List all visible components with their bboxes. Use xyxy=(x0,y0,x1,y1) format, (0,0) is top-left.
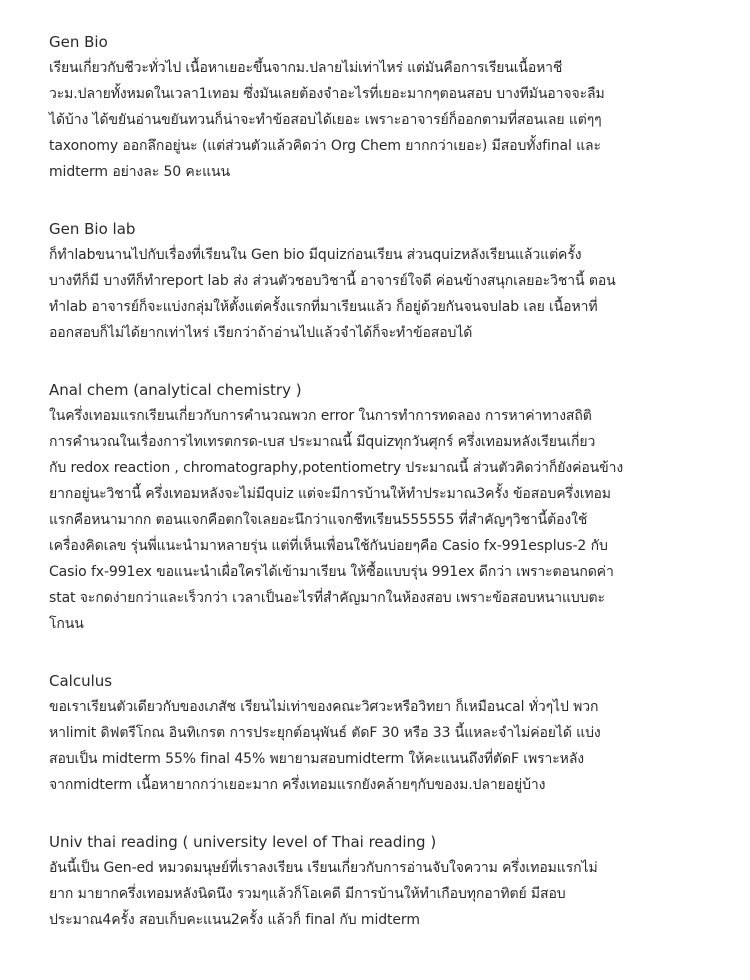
section-title: Gen Bio lab xyxy=(49,220,136,238)
paragraph-line: บางทีก็มี บางทีก็ทำreport lab ส่ง ส่วนตัวชอบวิชานี้ อาจารย์ใจดี ค่อนข้างสนุกเลยอะวิชานี้ ตอน xyxy=(49,273,616,289)
paragraph-line: จากmidterm เนื้อหายากกว่าเยอะมาก ครึ่งเทอมแรกยังคล้ายๆกับของม.ปลายอยู่บ้าง xyxy=(49,777,546,793)
paragraph-line: stat จะกดง่ายกว่าและเร็วกว่า เวลาเป็นอะไรที่สำคัญมากในห้องสอบ เพราะข้อสอบหนาแบบตะ xyxy=(49,590,605,606)
section-calculus xyxy=(49,668,710,798)
section-title: Univ thai reading ( university level of Thai reading ) xyxy=(49,833,437,851)
paragraph-line: ได้บ้าง ได้ขยันอ่านขยันทวนก็น่าจะทำข้อสอบได้เยอะ เพราะอาจารย์ก็ออกตามที่สอนเลย แต่ๆๆ xyxy=(49,112,602,128)
paragraph-line: ประมาณ4ครั้ง สอบเก็บคะแนน2ครั้ง แล้วก็ final กับ midterm xyxy=(49,912,420,928)
section-title: Anal chem (analytical chemistry ) xyxy=(49,381,302,399)
paragraph-line: หาlimit ดิฟตรีโกณ อินทิเกรต การประยุกต์อนุพันธ์ ตัดF 30 หรือ 33 นี้แหละจำไม่ค่อยได้ แบ่ง xyxy=(49,725,601,741)
section-univ-thai-reading xyxy=(49,829,710,933)
paragraph-line: ขอเราเรียนตัวเดียวกับของเภสัช เรียนไม่เท่าของคณะวิศวะหรือวิทยา ก็เหมือนcal ทั่วๆไป พวก xyxy=(49,699,599,715)
paragraph-line: ยาก มายากครึ่งเทอมหลังนิดนึง รวมๆแล้วก็โอเคดี มีการบ้านให้ทำเกือบทุกอาทิตย์ มีสอบ xyxy=(49,886,566,902)
paragraph-line: โกนน xyxy=(49,616,84,632)
paragraph-line: ยากอยู่นะวิชานี้ ครึ่งเทอมหลังจะไม่มีquiz แต่จะมีการบ้านให้ทำประมาณ3ครั้ง ข้อสอบครึ่งเทอม xyxy=(49,486,611,502)
paragraph-line: midterm อย่างละ 50 คะแนน xyxy=(49,164,230,180)
section-title: Calculus xyxy=(49,672,113,690)
paragraph-line: แรกคือหนามากก ตอนแจกคือตกใจเลยอะนึกว่าแจกชีทเรียน555555 ที่สำคัญๆวิชานี้ต้องใช้ xyxy=(49,512,588,528)
paragraph-line: Casio fx-991ex ขอแนะนำเผื่อใครได้เข้ามาเรียน ให้ซื้อแบบรุ่น 991ex ดีกว่า เพราะตอนกดค่า xyxy=(49,564,614,580)
paragraph-line: การคำนวณในเรื่องการไทเทรตกรด-เบส ประมาณนี้ มีquizทุกวันศุกร์ ครึ่งเทอมหลังเรียนเกี่ยว xyxy=(49,434,596,450)
section-anal-chem xyxy=(49,377,710,637)
section-gen-bio-lab xyxy=(49,216,710,346)
paragraph-line: อันนี้เป็น Gen-ed หมวดมนุษย์ที่เราลงเรียน เรียนเกี่ยวกับการอ่านจับใจความ ครึ่งเทอมแรกไม่ xyxy=(49,860,598,876)
paragraph-line: taxonomy ออกลึกอยู่นะ (แต่ส่วนตัวแล้วคิดว่า Org Chem ยากกว่าเยอะ) มีสอบทั้งfinal และ xyxy=(49,138,601,154)
section-title: Gen Bio xyxy=(49,33,108,51)
paragraph-line: สอบเป็น midterm 55% final 45% พยายามสอบmidterm ให้คะแนนถึงที่ตัดF เพราะหลัง xyxy=(49,751,585,767)
paragraph-line: เครื่องคิดเลข รุ่นพี่แนะนำมาหลายรุ่น แต่ที่เห็นเพื่อนใช้กันบ่อยๆคือ Casio fx-991esplus-2 กับ xyxy=(49,538,608,554)
paragraph-line: ทำlab อาจารย์ก็จะแบ่งกลุ่มให้ตั้งแต่ครั้งแรกที่มาเรียนแล้ว ก็อยู่ด้วยกันจนจบlab เลย เนื้อหาที่ xyxy=(49,299,598,315)
paragraph-line: วะม.ปลายทั้งหมดในเวลา1เทอม ซึ่งมันเลยต้องจำอะไรที่เยอะมากๆตอนสอบ บางทีมันอาจจะลืม xyxy=(49,86,605,102)
paragraph-line: กับ redox reaction , chromatography,potentiometry ประมาณนี้ ส่วนตัวคิดว่าก็ยังค่อนข้าง xyxy=(49,460,624,476)
section-gen-bio xyxy=(49,29,710,185)
paragraph-line: ก็ทำlabขนานไปกับเรื่องที่เรียนใน Gen bio มีquizก่อนเรียน ส่วนquizหลังเรียนแล้วแต่ครั้ง xyxy=(49,247,582,263)
paragraph-line: เรียนเกี่ยวกับชีวะทั่วไป เนื้อหาเยอะขึ้นจากม.ปลายไม่เท่าไหร่ แต่มันคือการเรียนเนื้อหาชี xyxy=(49,60,563,76)
paragraph-line: ออกสอบก็ไม่ได้ยากเท่าไหร่ เรียกว่าถ้าอ่านไปแล้วจำได้ก็จะทำข้อสอบได้ xyxy=(49,325,473,341)
paragraph-line: ในครึ่งเทอมแรกเรียนเกี่ยวกับการคำนวณพวก error ในการทำการทดลอง การหาค่าทางสถิติ xyxy=(49,408,592,424)
